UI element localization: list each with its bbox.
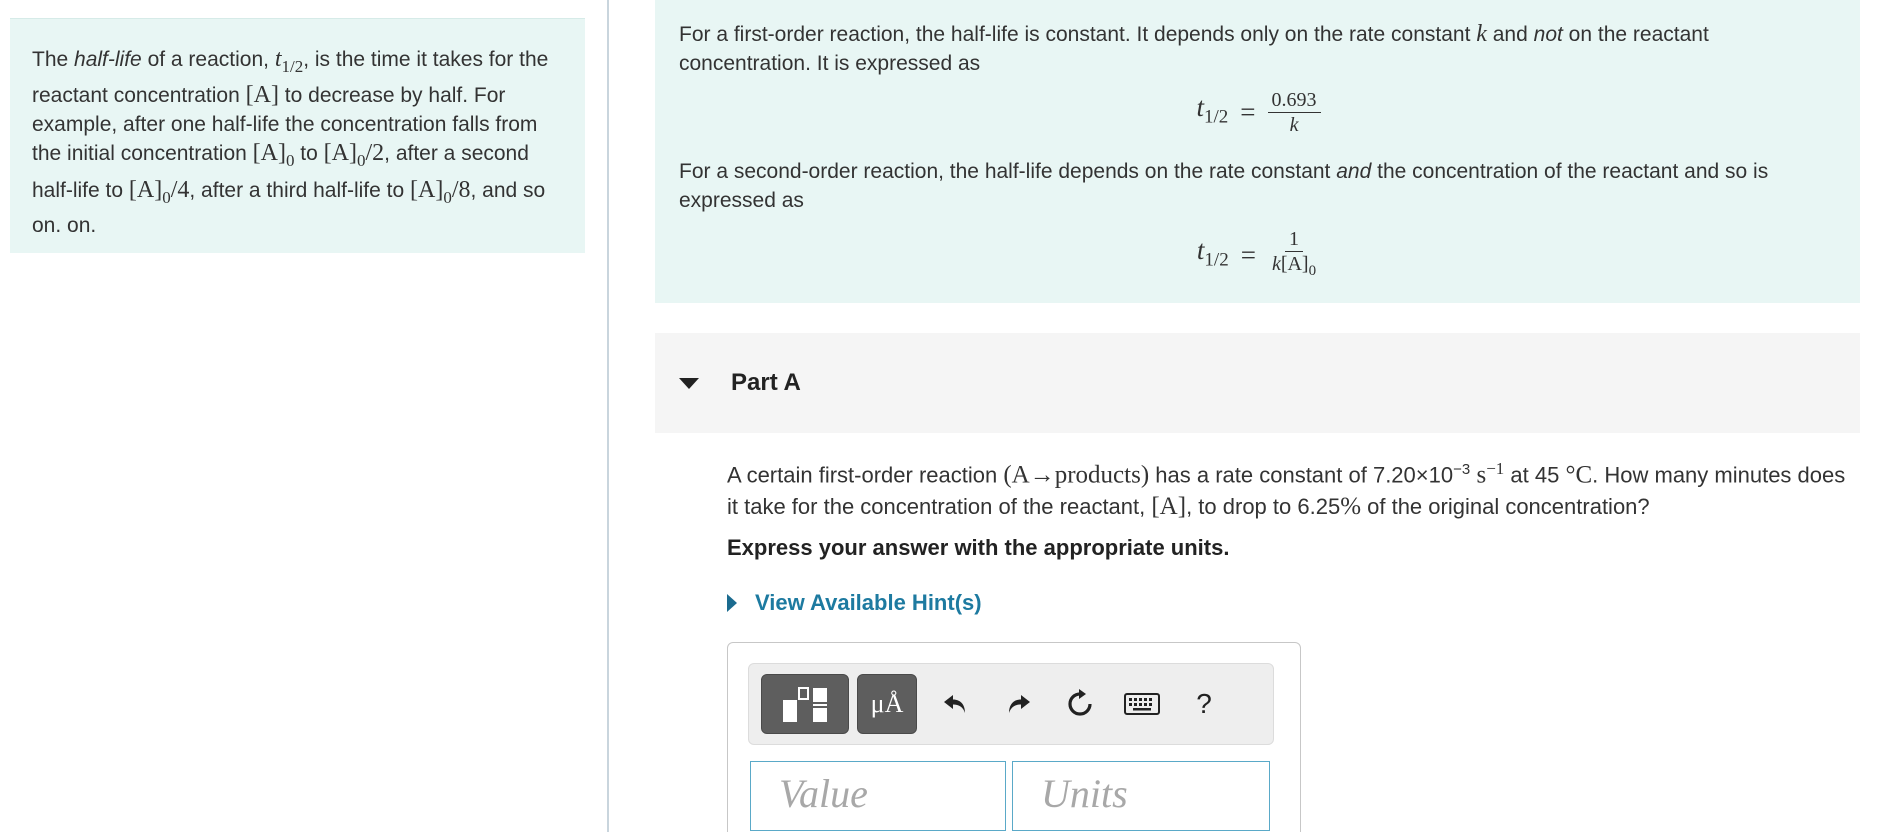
templates-button[interactable] xyxy=(761,674,849,734)
equation-second-order: $t_{1/2}$ = $\frac{1}{k[A]_0}$ xyxy=(679,227,1838,297)
text: of a reaction, xyxy=(141,48,275,71)
caret-down-icon[interactable] xyxy=(679,378,699,389)
text: to decrease by half. For example, after one half-life the concentration falls from the initial concentration xyxy=(32,84,538,166)
part-title: Part A xyxy=(731,369,801,396)
units-input[interactable]: Units xyxy=(1012,761,1270,831)
reset-icon[interactable] xyxy=(1049,674,1111,734)
text: to xyxy=(294,142,324,166)
math-degrees: °C xyxy=(1565,461,1593,489)
second-order-paragraph: For a second-order reaction, the half-life depends on the rate constant and the concentration of the reactant and so is expressed as xyxy=(679,160,1769,212)
text: , after a second half-life to xyxy=(32,142,529,202)
text: , after a third half-life to xyxy=(189,178,410,202)
intro-left-panel xyxy=(10,18,585,253)
math-A0-eighth: $[A]_0/8$ xyxy=(410,176,471,207)
text: , is the time it takes for the reactant concentration xyxy=(32,48,549,108)
part-a-header[interactable] xyxy=(655,333,1860,433)
keyboard-icon[interactable] xyxy=(1111,674,1173,734)
math-k: k xyxy=(1476,21,1487,47)
text-emphasis: not xyxy=(1533,23,1563,46)
math-toolbar xyxy=(748,663,1274,745)
text-emphasis: and xyxy=(1336,160,1372,183)
math-A0-half: $[A]_0/2$ xyxy=(323,140,385,171)
intro-right-panel xyxy=(655,0,1860,303)
instruction-text: Express your answer with the appropriate units. xyxy=(727,535,1230,560)
column-divider xyxy=(607,0,609,832)
units-button[interactable]: μÅ xyxy=(857,674,917,734)
fraction: $\frac{0.693}{k}$ xyxy=(1268,88,1321,137)
fraction: $\frac{1}{k[A]_0}$ xyxy=(1271,228,1317,279)
equation-first-order: $t_{1/2}$ = $\frac{0.693}{k}$ xyxy=(679,88,1838,158)
math-A0-quarter: $[A]_0/4$ xyxy=(128,176,190,207)
intro-left-text xyxy=(32,45,562,240)
first-order-paragraph: For a first-order reaction, the half-life is constant. It depends only on the rate constant k and not on the reactant concentration. It is expressed as xyxy=(679,21,1709,75)
text-emphasis: half-life xyxy=(74,48,142,71)
math-A: [A] xyxy=(245,82,279,109)
value-input[interactable]: Value xyxy=(750,761,1006,831)
question-text: A certain first-order reaction (A→products) has a rate constant of $7.20\times 10^{-3}$ $s^{-1}$ at 45 °C. How many minutes does it take for the concentration of the reactant, [A], to drop to 6.25% of the original concentration? xyxy=(727,459,1846,521)
math-reaction: (A→products) xyxy=(1003,461,1150,489)
text: , and so on. on. xyxy=(32,178,546,237)
caret-right-icon[interactable] xyxy=(727,594,737,612)
text: The xyxy=(32,48,75,71)
math-A: [A] xyxy=(1151,493,1187,521)
view-hints-link[interactable]: View Available Hint(s) xyxy=(755,590,982,615)
templates-icon xyxy=(777,682,833,726)
answer-widget xyxy=(727,642,1301,832)
math-A0: $[A]_0$ xyxy=(252,140,295,171)
help-button[interactable]: ? xyxy=(1196,688,1212,719)
math-t-half: $t_{1/2}$ xyxy=(274,46,304,76)
hint-toggle[interactable] xyxy=(727,590,982,616)
undo-icon[interactable] xyxy=(925,674,987,734)
redo-icon[interactable] xyxy=(987,674,1049,734)
